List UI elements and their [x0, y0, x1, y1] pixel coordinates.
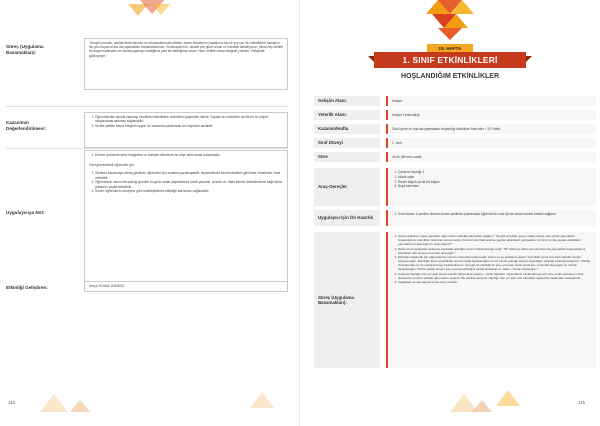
- process-step: 3. Etkinliğe başlamak için öğrencilerden sınıfın ortasında toplanmaları istenir ve şu açıklama yapılır: "Çocuklar şimdi size bazı etkinlik isimleri söyleyeceğim. Etkinliğin adını söylediktan sonra müziği başlatacağım ve siz müzik çalıştığı sürece söylediğim etkinliği canlandıracaksınız. Müziği durduğumda siz de canlandırmayı bırakacaksınız. Örneğin ilk etkinliğimiz ipte oynamak. Şuan şimdi ipte oynamak diyeceğim ve müziği başlatacağım. Müzik çaldığı sürece ipte oynama etkinliğini canlandıracaksınız. Hadi o zaman başlayalım.": [398, 255, 592, 271]
- row-label: Süre: [314, 152, 380, 162]
- kazanim-item: 1. Öğrencilerden okulda yapmayı sevdikleri etkinliklerin resimlerini yapmaları istenir. Yapılan bu resimlerin sınıfta bir an köşesi oluşturularak asılması sağlanabilir.: [95, 115, 283, 123]
- materials-item: 4. Boya kalemleri: [398, 184, 439, 188]
- process-step: 1. Gezen kalkanın izayla yaptıkları öğrencilerin etkinliği katılmaları sağlanır. "Sevgili çocuklar, geçen hafta sizlerle okul içinde yapmaktan hoşlandığımız etkinlikler üzerinde konuşmuştuk. Kimimiz okul bahçesinde yapılan etkinlikleri yapmaktan, kimimiz sınıfta yapılan etkinlikleri yapmaktan hoşlandığımızı söylemiştiniz.": [398, 234, 592, 246]
- materials-row: [314, 168, 596, 206]
- week-badge: 19. HAFTA: [427, 44, 473, 52]
- row-label: Sınıf Düzeyi: [314, 138, 380, 148]
- materials-item: 1. Çalışma Yaprağı-1: [398, 170, 439, 174]
- preparation-row: [314, 210, 596, 226]
- page-number-right: 115: [578, 400, 585, 405]
- row-value: Okul içinde ve dışında yapmaktan hoşlandığı etkinlikleri fark eder. / 19. Hafta: [386, 124, 596, 134]
- kazanim-label: Kazanımın Değerlendirilmesi:: [6, 120, 47, 131]
- row-value: 1. Sınıf: [386, 138, 596, 148]
- divider: [6, 148, 288, 149]
- kazanim-box: [84, 112, 288, 148]
- info-row: [314, 138, 596, 148]
- preparation-item: 1. Sınıf düzeni U şekline oturma düzeni şeklinde oyarlanarak öğrencilerin sınıf içinde rahat hareket etmesi sağlanır.: [398, 212, 556, 216]
- process-row: [314, 232, 596, 368]
- info-row: [314, 124, 596, 134]
- info-row: [314, 152, 596, 162]
- section-banner: 1. SINIF ETKİNLİKLERİ: [374, 52, 526, 68]
- uygulayici-item: 3. Sınıfın öğrencilerin düzeyine göre basitleştirilerek etkinliğe katılımları sağlanabilir.: [95, 189, 283, 193]
- uygulayici-box: [84, 150, 288, 282]
- materials-item: 3. Resim kâğıdı ya da A4 kâğıdı: [398, 180, 439, 184]
- row-label: Kazanım/Hafta: [314, 124, 380, 134]
- bottom-decoration: [300, 370, 600, 426]
- banner-fold: [526, 56, 532, 62]
- uygulayici-intro: Özel gereksinimli öğrenciler için;: [89, 163, 135, 168]
- materials-item: 2. Müzik çalar: [398, 175, 439, 179]
- row-label: Gelişim Alanı:: [314, 96, 380, 106]
- top-decoration: [300, 0, 600, 44]
- right-page: [300, 0, 600, 426]
- info-row: [314, 110, 596, 120]
- kazanim-item: 2. Sınıfta çekilen hatıra fotoğrafı uygun bir zamanda çıkartılarak anı köşesine asılabilir.: [95, 124, 283, 128]
- row-label: Araç-Gereçler: [314, 168, 380, 206]
- process-step: 5. Aşağıdaki sorular kapsamında süreç tartışılır:: [398, 280, 592, 284]
- row-label: Yeterlik Alanı:: [314, 110, 380, 120]
- bottom-decoration: [0, 370, 300, 426]
- uygulayici-label: Uygulayıcıya Not:: [6, 210, 45, 215]
- process-step: 4. Çalışma Yaprağı-1'de yer alan birinci etkinlik öğrencilere söylenir, müzik başlatılır, öğrencilerin canlandırması için süre verilir ardından müzik durdurulur ve ikinci etkinlik öğrencilere söylenir. Bu şekilde Çalışma Yaprağı-1'de yer alan tüm etkinlikler öğrenciler tarafından canlandırılır.: [398, 272, 592, 280]
- surec-text: "Sevgili çocuklar, okulda temel kavram ve arkadaşlarımızla birlikte, bazen beraberce yaptığımız birçok şey var. Bu etkinliklerin bazılarını fan gün boyunca ara ara yapmaktan hoşlandıklarımız. Unutmayalım ki, okulda çok güzel anılar ve hatıralar biriktiriyoruz. Şimdi hep birlikte bir araya toplanalım ve okulda yapmayı sevdiğimiz yeni bir etkinliğimiz olsun. Hadi, birlikte hatıra fotoğrafı çekelim. Fotoğrafa gülümseyin.": [84, 38, 288, 90]
- uygulayici-item: 2. Öğrencilerin okulun ilk açıldığı günden bu güne kadar yaşadıklarını resim yaparak, çizerek vb. ifade etmesi desteklenerek kağıt atma yollarının çeşitlendirilebilir.: [95, 180, 283, 188]
- materials-list: [386, 168, 596, 206]
- process-step: 2. Daha sonra aşağıdaki açıklama yapılarak etkinliğin amacı hakkında bilgi verilir: "Bir hafta ise daha çok okul dışında yapmaktan hoşlandığımız etkinlikleri fark etmeye üzerinde duracağız.": [398, 247, 592, 255]
- row-value: Kariyer: [386, 96, 596, 106]
- row-label: Uygulayıcı İçin Ön Hazırlık: [314, 210, 380, 226]
- row-value: Kariyer Farkındalığı: [386, 110, 596, 120]
- page-number-left: 114: [8, 400, 15, 405]
- top-decoration: [0, 0, 300, 40]
- gelistiren-label: Etkinliği Geliştiren:: [6, 285, 48, 290]
- row-value: 40 dk (Bir ders saati): [386, 152, 596, 162]
- preparation-list: [386, 210, 596, 226]
- row-label: Süreç (Uygulama Basamakları):: [314, 232, 380, 368]
- gelistiren-value: Derya YILMAZ GÜNDÜZ: [84, 281, 288, 292]
- uygulayici-item: 1. Gözlerin kaşınmaya dönüş gösteren öğrenciler için zorlama yapılmayabilir, deyimsellerini kendi istedikleri gibi ifade etmelerine fırsat verilebilir.: [95, 171, 283, 179]
- divider: [6, 106, 288, 107]
- activity-title: HOŞLANDIĞIM ETKİNLİKLER: [401, 73, 499, 80]
- uygulayici-item: 1. Dönem içerisinde farklı fotoğraflar ve resimler eklenerek bu köşe aktif olarak kullanılabilir.: [95, 153, 283, 157]
- surec-label: Süreç (Uygulama Basamakları):: [6, 44, 44, 55]
- info-row: [314, 96, 596, 106]
- process-list: [386, 232, 596, 368]
